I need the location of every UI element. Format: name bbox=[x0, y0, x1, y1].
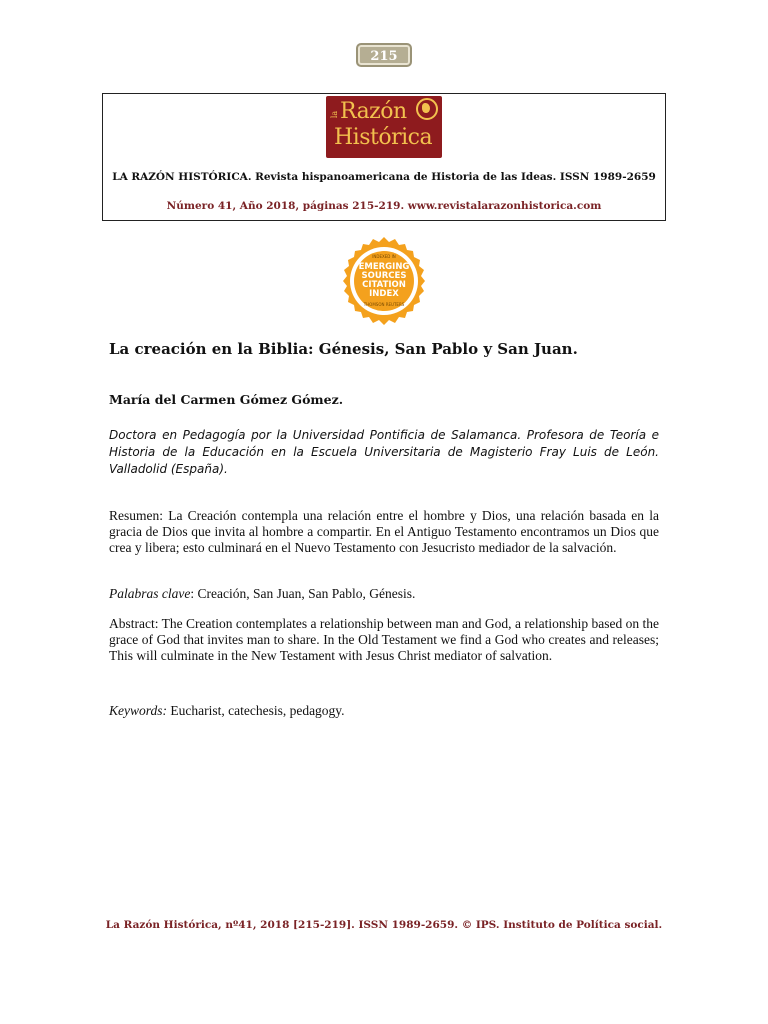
journal-logo bbox=[326, 96, 442, 158]
keywords-label: Keywords: bbox=[109, 703, 167, 718]
author-affiliation: Doctora en Pedagogía por la Universidad Pontificia de Salamanca. Profesora de Teoría e Historia de la Educación en la Escuela Universitaria de Magisterio Fray Luis de León. Valladolid (España). bbox=[109, 428, 659, 476]
globe-icon bbox=[416, 98, 438, 120]
badge-line2: SOURCES bbox=[361, 271, 407, 281]
palabras-clave-text: : Creación, San Juan, San Pablo, Génesis. bbox=[190, 586, 416, 601]
abstract-label: Abstract bbox=[109, 616, 155, 631]
palabras-clave-label: Palabras clave bbox=[109, 586, 191, 601]
resumen-label: Resumen bbox=[109, 508, 160, 523]
badge-bottom-text: THOMSON REUTERS bbox=[363, 302, 405, 307]
logo-line2: Histórica bbox=[334, 125, 433, 150]
abstract-paragraph bbox=[109, 616, 659, 664]
badge-line4: INDEX bbox=[369, 289, 399, 299]
esci-badge bbox=[337, 236, 431, 330]
journal-line: LA RAZÓN HISTÓRICA. Revista hispanoamericana de Historia de las Ideas. ISSN 1989-2659 bbox=[112, 171, 656, 183]
page-number: 215 bbox=[356, 43, 412, 67]
page-footer: La Razón Histórica, nº41, 2018 [215-219]. ISSN 1989-2659. © IPS. Instituto de Política social. bbox=[105, 919, 663, 931]
logo-small-text: la bbox=[330, 110, 340, 119]
journal-header bbox=[102, 93, 666, 221]
resumen-text: : La Creación contempla una relación entre el hombre y Dios, una relación basada en la gracia de Dios que invita al hombre a compartir. En el Antiguo Testamento encontramos un Dios que crea y libera; esto culminará en el Nuevo Testamento con Jesucristo mediador de la salvación. bbox=[109, 508, 659, 555]
issue-line: Número 41, Año 2018, páginas 215-219. www.revistalarazonhistorica.com bbox=[166, 200, 602, 212]
logo-line1: Razón bbox=[340, 99, 407, 124]
article-author: María del Carmen Gómez Gómez. bbox=[109, 392, 344, 407]
badge-top-text: INDEXED IN bbox=[372, 254, 396, 259]
badge-line1: EMERGING bbox=[358, 262, 410, 272]
esci-badge-icon bbox=[337, 236, 431, 330]
abstract-text: : The Creation contemplates a relationship between man and God, a relationship based on the grace of God that invites man to share. In the Old Testament we find a God who creates and releases; This will culminate in the New Testament with Jesus Christ mediator of salvation. bbox=[109, 616, 659, 663]
keywords-paragraph bbox=[109, 703, 659, 719]
keywords-text: Eucharist, catechesis, pedagogy. bbox=[167, 703, 345, 718]
resumen-paragraph bbox=[109, 508, 659, 556]
article-title: La creación en la Biblia: Génesis, San Pablo y San Juan. bbox=[109, 340, 578, 358]
palabras-clave-paragraph bbox=[109, 586, 659, 602]
badge-line3: CITATION bbox=[362, 280, 406, 290]
